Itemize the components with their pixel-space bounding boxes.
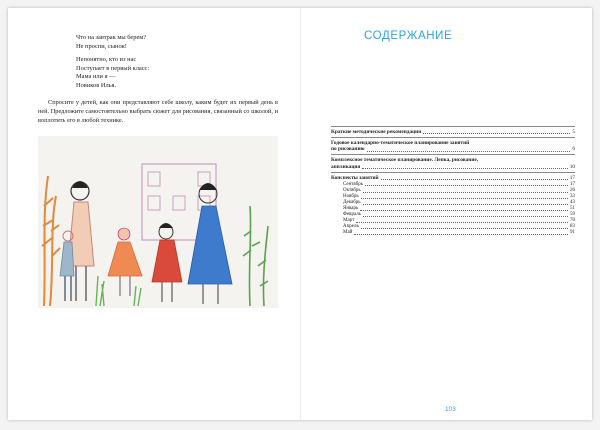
toc-entry [331, 157, 575, 170]
leader-dots [363, 216, 568, 217]
leader-dots [363, 204, 568, 205]
table-of-contents [331, 124, 575, 236]
leader-dots [360, 210, 568, 211]
leader-dots [367, 151, 571, 152]
toc-entry [331, 129, 575, 136]
divider [331, 137, 575, 138]
toc-subentry-page: 59 [570, 212, 575, 218]
toc-entry-page: 10 [569, 163, 575, 170]
toc-entry-title-line1: Комплексное тематическое планирование. Лепка, рисование, [331, 157, 479, 164]
poem-stanza-2 [76, 56, 149, 90]
toc-entry [331, 140, 575, 153]
divider [331, 172, 575, 173]
leader-dots [423, 133, 570, 134]
toc-subentry-title: Февраль [343, 212, 362, 218]
toc-subentry-page: 43 [570, 199, 575, 205]
poem-stanza-1 [76, 34, 149, 51]
toc-subentry-page: 70 [570, 218, 575, 224]
page-number: 103 [445, 406, 456, 413]
toc-subentry-title: Март [343, 218, 355, 224]
toc-subentry-title: Октябрь [343, 187, 361, 193]
leader-dots [363, 192, 568, 193]
toc-entry-title: по рисованию [331, 146, 365, 153]
toc-entry-title: аппликация [331, 163, 361, 170]
leader-dots [361, 198, 568, 199]
toc-entry-page: 17 [569, 174, 575, 181]
poem-line: Что на завтрак мы берем? [76, 34, 147, 41]
toc-subentry-title: Апрель [343, 224, 359, 230]
leader-dots [354, 234, 568, 235]
divider [331, 154, 575, 155]
toc-entry-title: Конспекты занятий [331, 174, 379, 181]
instruction-paragraph: Спросите у детей, как они представляют себе школу, каким будет их первый день в ней. Предложите самостоятельно выбрать сюжет для рисования, связанный со школой, и воплотить его в любой технике. [38, 99, 278, 125]
toc-subentry-page: 26 [570, 187, 575, 193]
toc-subentry-title: Сентябрь [343, 181, 364, 187]
toc-subentry [331, 230, 575, 236]
child-drawing-image [38, 136, 278, 308]
toc-subentry-title: Май [343, 230, 353, 236]
toc-heading: СОДЕРЖАНИЕ [364, 30, 453, 42]
toc-subentry-page: 17 [570, 181, 575, 187]
toc-entry-title-line1: Годовое календарно-тематическое планирование занятий [331, 139, 470, 146]
page-gutter [300, 8, 301, 420]
leader-dots [361, 228, 568, 229]
leader-dots [381, 179, 568, 180]
poem-line: Новиков Илья. [76, 81, 117, 89]
toc-subentry-page: 51 [570, 205, 575, 211]
poem-line: Не проспи, сынок! [76, 42, 127, 50]
leader-dots [362, 168, 567, 169]
toc-entry-page: 5 [572, 128, 575, 135]
toc-subentry-page: 33 [570, 193, 575, 199]
toc-entry-title: Краткие методические рекомендации [331, 128, 422, 135]
leader-dots [356, 222, 568, 223]
leader-dots [365, 185, 568, 186]
toc-subentry-page: 83 [570, 224, 575, 230]
poem-line: Поступает в первый класс: [76, 64, 150, 72]
toc-subentry-title: Январь [343, 205, 359, 211]
divider [331, 126, 575, 127]
poem [76, 34, 149, 96]
poem-line: Мама или я — [76, 73, 116, 81]
toc-subentry-title: Ноябрь [343, 193, 359, 199]
toc-subentry-page: 91 [570, 230, 575, 236]
poem-line: Непонятно, кто из нас [76, 56, 137, 64]
book-spread [8, 8, 592, 420]
toc-subentry-title: Декабрь [343, 199, 361, 205]
toc-entry-page: 6 [572, 146, 575, 153]
toc-entry [331, 175, 575, 182]
